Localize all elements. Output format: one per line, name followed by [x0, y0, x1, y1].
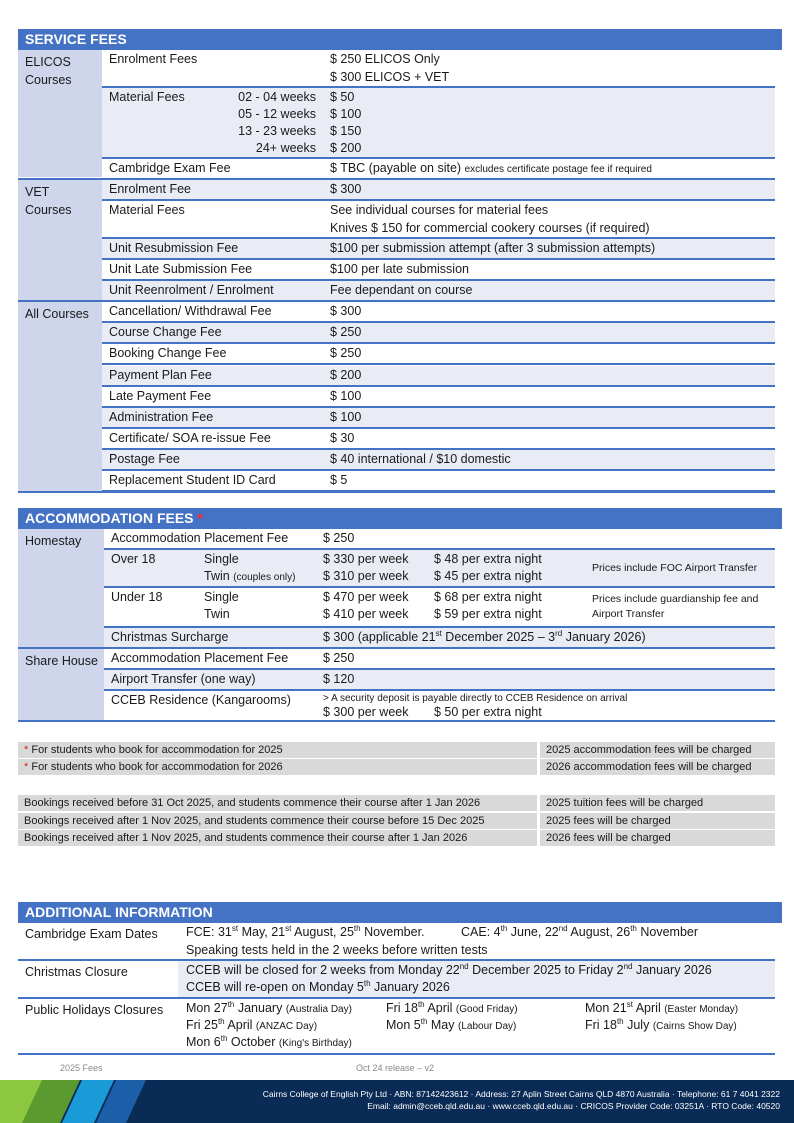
- row-value: $100 per submission attempt (after 3 submission attempts): [330, 241, 656, 255]
- ordinal: th: [353, 923, 361, 933]
- text: January 2026): [562, 630, 646, 644]
- asterisk-mark: *: [24, 761, 29, 773]
- holiday-item: [186, 1034, 352, 1052]
- all-courses-row: [102, 387, 775, 408]
- ordinal: nd: [623, 961, 633, 971]
- row-label: Cancellation/ Withdrawal Fee: [109, 304, 272, 318]
- ordinal: th: [417, 999, 425, 1009]
- additional-info-header: [18, 902, 782, 923]
- price-note: Airport Transfer: [592, 608, 665, 620]
- weekly-price: $ 330 per week: [323, 552, 409, 566]
- airport-transfer-row: [104, 670, 775, 691]
- holiday-item: [186, 1017, 317, 1035]
- row-label: Certificate/ SOA re-issue Fee: [109, 431, 271, 445]
- text: Mon 5: [386, 1018, 421, 1032]
- holiday-name: (Good Friday): [455, 1004, 518, 1015]
- period-label: 05 - 12 weeks: [238, 107, 316, 121]
- day: 31: [217, 925, 232, 939]
- all-courses-row: [102, 366, 775, 387]
- holiday-item: [186, 1000, 352, 1018]
- service-fees-title: SERVICE FEES: [25, 31, 127, 47]
- text: Mon 27: [186, 1001, 228, 1015]
- booking-note: Bookings received before 31 Oct 2025, and students commence their course after 1 Jan 2026: [18, 795, 537, 811]
- text: July: [623, 1018, 650, 1032]
- row-value: $ 5: [330, 473, 348, 487]
- price-note: Prices include guardianship fee and: [592, 593, 759, 605]
- row-value: $ 250: [330, 325, 362, 339]
- ordinal: th: [420, 1016, 428, 1026]
- vet-material-row: [102, 201, 775, 239]
- row-label: Replacement Student ID Card: [109, 473, 276, 487]
- period-label: 02 - 04 weeks: [238, 90, 316, 104]
- text: April: [224, 1018, 253, 1032]
- month: June,: [507, 925, 545, 939]
- day: 21: [271, 925, 286, 939]
- elicos-label: ELICOS: [25, 55, 71, 69]
- elicos-enrolment-row: [102, 50, 775, 88]
- vet-reenrolment-row: [102, 281, 775, 302]
- all-courses-row: [102, 408, 775, 429]
- row-label: Administration Fee: [109, 410, 214, 424]
- all-courses-row: [102, 450, 775, 471]
- ordinal: nd: [459, 961, 469, 971]
- vet-resubmission-row: [102, 239, 775, 260]
- elicos-material-row: [102, 88, 775, 159]
- asterisk-mark: *: [197, 510, 203, 526]
- all-courses-label: All Courses: [25, 307, 89, 321]
- holiday-item: [585, 1017, 737, 1035]
- ordinal: th: [227, 999, 235, 1009]
- row-value: $ 250: [323, 531, 355, 545]
- additional-info-title: ADDITIONAL INFORMATION: [25, 904, 213, 920]
- text: May: [427, 1018, 455, 1032]
- text: January: [234, 1001, 283, 1015]
- public-holidays-row: [18, 999, 775, 1055]
- booking-result: 2026 fees will be charged: [540, 830, 775, 846]
- day: 26: [616, 925, 631, 939]
- row-label: Material Fees: [109, 203, 185, 217]
- nightly-price: $ 50 per extra night: [434, 705, 542, 719]
- row-value: Knives $ 150 for commercial cookery courses (if required): [330, 221, 650, 235]
- room-type: Single: [204, 590, 239, 604]
- row-value: $ 50: [330, 90, 355, 104]
- nightly-price: $ 59 per extra night: [434, 607, 542, 621]
- row-value: $ 300: [330, 304, 362, 318]
- footer-version: Oct 24 release – v2: [356, 1063, 435, 1073]
- row-label: Cambridge Exam Dates: [25, 927, 158, 941]
- divider: [18, 491, 775, 493]
- twin-label: Twin: [204, 569, 230, 583]
- weekly-price: $ 310 per week: [323, 569, 409, 583]
- text: October: [227, 1035, 276, 1049]
- accommodation-note-2025: [18, 742, 537, 758]
- room-type: [204, 568, 295, 586]
- vet-enrolment-row: [102, 180, 775, 201]
- holiday-name: (King's Birthday): [278, 1038, 352, 1049]
- row-label: Airport Transfer (one way): [111, 672, 256, 686]
- booking-result: 2025 fees will be charged: [540, 813, 775, 829]
- text: Mon 6: [186, 1035, 221, 1049]
- row-value: $ 100: [330, 389, 362, 403]
- accommodation-title: ACCOMMODATION FEES: [25, 510, 194, 526]
- note-text: For students who book for accommodation for 2025: [31, 744, 283, 756]
- ordinal: th: [630, 923, 637, 933]
- month: November.: [360, 925, 425, 939]
- ordinal: th: [363, 978, 371, 988]
- holiday-name: (Labour Day): [458, 1021, 517, 1032]
- cambridge-fee-row: [102, 159, 775, 180]
- row-value: $ 30: [330, 431, 355, 445]
- row-label: Accommodation Placement Fee: [111, 531, 289, 545]
- room-type: Twin: [204, 607, 230, 621]
- month: November: [636, 925, 699, 939]
- text: Mon 21: [585, 1001, 627, 1015]
- row-value: $ 150: [330, 124, 362, 138]
- share-house-category: [18, 649, 104, 720]
- row-label: Postage Fee: [109, 452, 180, 466]
- row-value: Fee dependant on course: [330, 283, 473, 297]
- deposit-note: > A security deposit is payable directly to CCEB Residence on arrival: [323, 693, 628, 704]
- asterisk-mark: *: [24, 744, 29, 756]
- footer-doc-name: 2025 Fees: [60, 1063, 103, 1073]
- row-value: $ 100: [330, 107, 362, 121]
- day: 25: [340, 925, 354, 939]
- text: January 2026: [632, 963, 712, 977]
- twin-note: (couples only): [233, 572, 296, 583]
- row-value: $ 200: [330, 368, 362, 382]
- courses-label: Courses: [25, 73, 72, 87]
- text: December 2025 – 3: [441, 630, 556, 644]
- ordinal: th: [217, 1016, 225, 1026]
- row-label: Over 18: [111, 552, 156, 566]
- text: $ 300 (applicable 21: [323, 630, 436, 644]
- over18-row: [104, 550, 775, 588]
- text: Fri 18: [585, 1018, 617, 1032]
- row-value: [323, 629, 646, 646]
- holiday-item: [585, 1000, 738, 1018]
- exam-label: CAE:: [461, 925, 491, 939]
- footer-contact: [263, 1088, 780, 1112]
- note-text: For students who book for accommodation for 2026: [31, 761, 283, 773]
- footer-line1: Cairns College of English Pty Ltd · ABN: 87142423612 · Address: 27 Aplin Street Cairns QLD 4870 Australia · Telephone: 61 7 4041 2322: [262, 1089, 780, 1099]
- row-label: Christmas Surcharge: [111, 630, 229, 644]
- row-label: Public Holidays Closures: [25, 1003, 164, 1017]
- row-value: $ 120: [323, 672, 355, 686]
- all-courses-row: [102, 323, 775, 344]
- all-courses-row: [102, 344, 775, 365]
- cambridge-value: $ TBC (payable on site): [330, 161, 462, 175]
- text: December 2025 to Friday 2: [468, 963, 624, 977]
- row-label: Unit Late Submission Fee: [109, 262, 253, 276]
- ordinal: st: [285, 923, 292, 933]
- row-label: Enrolment Fees: [109, 52, 198, 66]
- row-label: Unit Resubmission Fee: [109, 241, 239, 255]
- text: CCEB will re-open on Monday 5: [186, 980, 364, 994]
- footer-line2: Email: admin@cceb.qld.edu.au · www.cceb.qld.edu.au · CRICOS Provider Code: 03251A · RTO Code: 40520: [367, 1101, 780, 1111]
- cambridge-note: excludes certificate postage fee if required: [464, 164, 652, 175]
- weekly-price: $ 470 per week: [323, 590, 409, 604]
- period-label: 13 - 23 weeks: [238, 124, 316, 138]
- holiday-item: [386, 1017, 516, 1035]
- row-value: See individual courses for material fees: [330, 203, 549, 217]
- row-label: Material Fees: [109, 90, 185, 104]
- closure-line: [186, 962, 712, 979]
- day: 4: [493, 925, 501, 939]
- booking-note: Bookings received after 1 Nov 2025, and students commence their course after 1 Jan 2026: [18, 830, 537, 846]
- christmas-surcharge-row: [104, 628, 775, 649]
- elicos-category: [18, 50, 102, 177]
- share-house-label: Share House: [25, 654, 98, 668]
- ordinal: st: [626, 999, 633, 1009]
- row-value: $ 40 international / $10 domestic: [330, 452, 511, 466]
- all-courses-row: [102, 302, 775, 323]
- cae-dates: [461, 924, 698, 941]
- note-result: 2025 accommodation fees will be charged: [540, 742, 775, 758]
- nightly-price: $ 45 per extra night: [434, 569, 542, 583]
- text: April: [424, 1001, 453, 1015]
- accommodation-note-2026: [18, 759, 537, 775]
- all-courses-category: [18, 302, 102, 492]
- row-label: CCEB Residence (Kangarooms): [111, 693, 291, 707]
- room-type: Single: [204, 552, 239, 566]
- month: May,: [238, 925, 272, 939]
- text: April: [632, 1001, 661, 1015]
- cambridge-dates-row: [18, 923, 775, 961]
- vet-label: VET: [25, 185, 50, 199]
- row-value: $ 250: [323, 651, 355, 665]
- holiday-name: (Easter Monday): [664, 1004, 739, 1015]
- row-value: $ 200: [330, 141, 362, 155]
- divider: [18, 720, 775, 722]
- homestay-label: Homestay: [25, 534, 82, 548]
- homestay-placement-row: [104, 529, 775, 550]
- day: 22: [544, 925, 559, 939]
- price-note: Prices include FOC Airport Transfer: [592, 562, 758, 574]
- accommodation-fees-header: [18, 508, 782, 529]
- holiday-name: (Australia Day): [285, 1004, 352, 1015]
- ordinal: st: [435, 628, 442, 638]
- row-value: $ 250 ELICOS Only: [330, 52, 440, 66]
- row-label: Christmas Closure: [25, 965, 128, 979]
- row-label: Late Payment Fee: [109, 389, 212, 403]
- row-label: Enrolment Fee: [109, 182, 191, 196]
- ordinal: th: [500, 923, 508, 933]
- row-label: Under 18: [111, 590, 163, 604]
- note-result: 2026 accommodation fees will be charged: [540, 759, 775, 775]
- row-label: Accommodation Placement Fee: [111, 651, 289, 665]
- speaking-note: Speaking tests held in the 2 weeks before written tests: [186, 943, 488, 957]
- vet-late-submission-row: [102, 260, 775, 281]
- row-label: Course Change Fee: [109, 325, 222, 339]
- all-courses-row: [102, 429, 775, 450]
- holiday-item: [386, 1000, 518, 1018]
- nightly-price: $ 68 per extra night: [434, 590, 542, 604]
- ordinal: nd: [558, 923, 568, 933]
- vet-category: [18, 180, 102, 301]
- under18-row: [104, 588, 775, 628]
- booking-note: Bookings received after 1 Nov 2025, and students commence their course before 15 Dec 2025: [18, 813, 537, 829]
- share-placement-row: [104, 649, 775, 670]
- homestay-category: [18, 529, 104, 649]
- ordinal: th: [220, 1033, 228, 1043]
- holiday-name: (ANZAC Day): [255, 1021, 318, 1032]
- month: August,: [291, 925, 341, 939]
- row-value: $ 300 ELICOS + VET: [330, 70, 450, 84]
- exam-label: FCE:: [186, 925, 215, 939]
- row-label: Unit Reenrolment / Enrolment: [109, 283, 274, 297]
- reopen-line: [186, 979, 450, 996]
- ordinal: th: [616, 1016, 624, 1026]
- row-label: Booking Change Fee: [109, 346, 227, 360]
- residence-row: [104, 691, 775, 722]
- row-value: $100 per late submission: [330, 262, 469, 276]
- ordinal: rd: [555, 628, 563, 638]
- service-fees-header: [18, 29, 782, 50]
- text: January 2026: [370, 980, 450, 994]
- booking-result: 2025 tuition fees will be charged: [540, 795, 775, 811]
- all-courses-row: [102, 471, 775, 492]
- christmas-closure-row: [18, 961, 775, 999]
- weekly-price: $ 410 per week: [323, 607, 409, 621]
- courses-label: Courses: [25, 203, 72, 217]
- fce-dates: [186, 924, 425, 941]
- row-value: $ 300: [330, 182, 362, 196]
- holiday-name: (Cairns Show Day): [652, 1021, 737, 1032]
- row-value: $ 250: [330, 346, 362, 360]
- row-label: Cambridge Exam Fee: [109, 161, 231, 175]
- weekly-price: $ 300 per week: [323, 705, 409, 719]
- text: Fri 25: [186, 1018, 218, 1032]
- text: Fri 18: [386, 1001, 418, 1015]
- row-value: [330, 160, 652, 178]
- nightly-price: $ 48 per extra night: [434, 552, 542, 566]
- month: August,: [567, 925, 617, 939]
- footer-banner: [0, 1080, 794, 1123]
- text: CCEB will be closed for 2 weeks from Monday 22: [186, 963, 460, 977]
- row-value: $ 100: [330, 410, 362, 424]
- row-label: Payment Plan Fee: [109, 368, 212, 382]
- ordinal: st: [231, 923, 239, 933]
- period-label: 24+ weeks: [255, 141, 316, 155]
